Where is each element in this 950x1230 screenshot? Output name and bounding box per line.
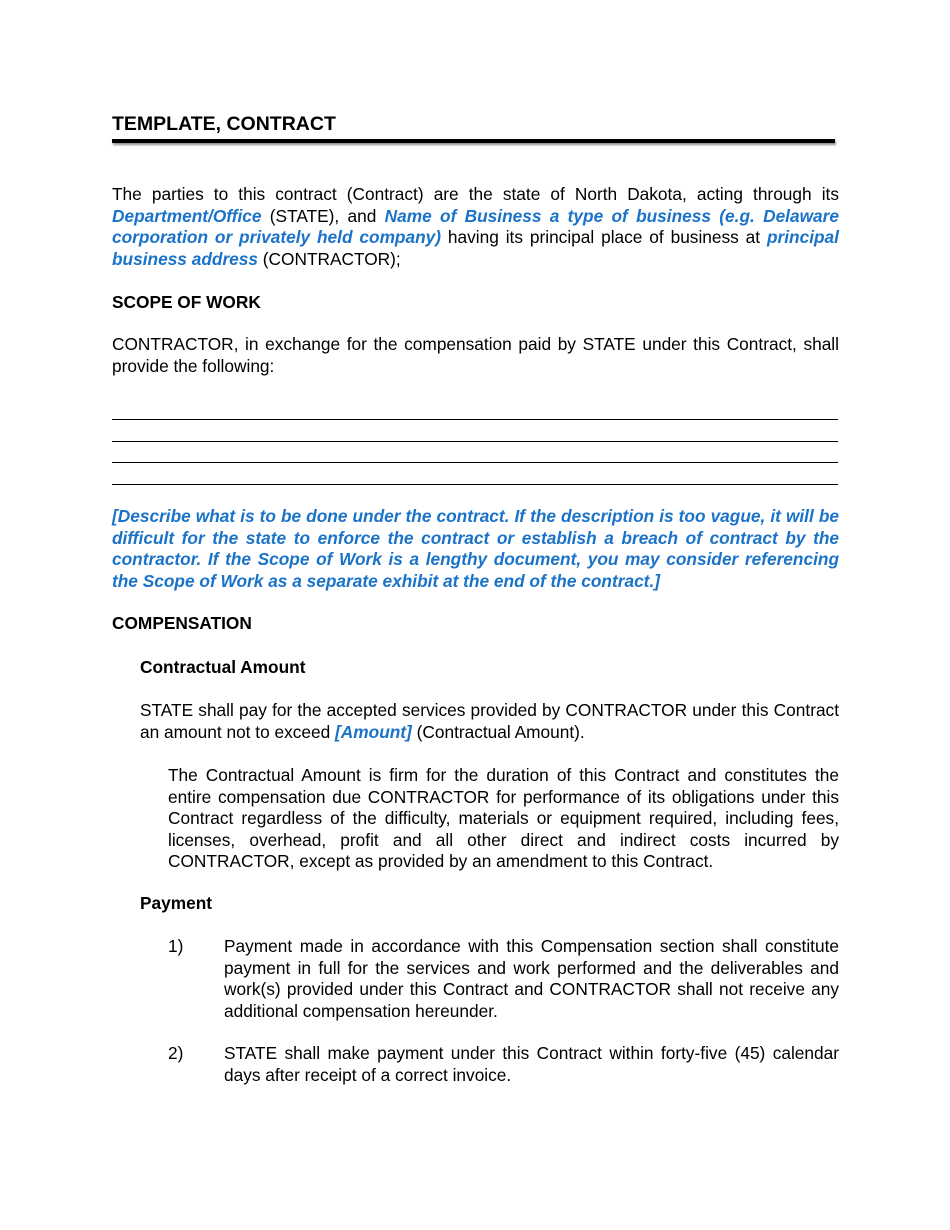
title-underline [112, 139, 835, 143]
address-placeholder: principal business address [112, 227, 839, 269]
parties-text-3: having its principal place of business at [441, 227, 767, 247]
parties-text-1: The parties to this contract (Contract) are the state of North Dakota, acting through its [112, 184, 839, 204]
firm-amount-paragraph: The Contractual Amount is firm for the duration of this Contract and constitutes the entire compensation due CONTRACTOR for performance of its obligations under this Contract regardless of the difficulty, materials or equipment required, including fees, licenses, overhead, profit and all other direct and indirect costs incurred by CONTRACTOR, except as provided by an amendment to this Contract. [168, 765, 839, 871]
payment-heading: Payment [140, 893, 213, 913]
parties-paragraph [112, 184, 839, 270]
scope-heading: SCOPE OF WORK [112, 292, 261, 312]
business-placeholder: Name of Business a type of business (e.g. Delaware corporation or privately held company) [112, 205, 839, 247]
scope-blank-line [112, 484, 838, 485]
department-placeholder: Department/Office [112, 205, 262, 226]
list-number: 2) [168, 1043, 184, 1063]
scope-blank-line [112, 441, 838, 442]
scope-blank-line [112, 462, 838, 463]
parties-text-2: (STATE), and [261, 205, 385, 226]
scope-intro: CONTRACTOR, in exchange for the compensation paid by STATE under this Contract, shall provide the following: [112, 334, 839, 376]
amount-placeholder: [Amount] [335, 721, 412, 742]
list-item-text: Payment made in accordance with this Compensation section shall constitute payment in full for the services and work performed and the deliverables and work(s) provided under this Contract and CONTRACTOR shall not receive any additional compensation hereunder. [224, 936, 839, 1021]
amount-text-1: STATE shall pay for the accepted services provided by CONTRACTOR under this Contract an amount not to exceed [140, 700, 839, 742]
amount-text-2: (Contractual Amount). [411, 721, 585, 742]
contractual-amount-heading: Contractual Amount [140, 657, 306, 677]
scope-blank-line [112, 419, 838, 420]
list-number: 1) [168, 936, 184, 956]
scope-instruction-note: [Describe what is to be done under the contract. If the description is too vague, it will be difficult for the state to enforce the contract or establish a breach of contract by the contractor. If the Scope of Work is a lengthy document, you may consider referencing the Scope of Work as a separate exhibit at the end of the contract.] [112, 506, 839, 591]
compensation-heading: COMPENSATION [112, 613, 252, 633]
parties-text-4: (CONTRACTOR); [258, 248, 401, 269]
list-item-text: STATE shall make payment under this Contract within forty-five (45) calendar days after receipt of a correct invoice. [224, 1043, 839, 1085]
document-title: TEMPLATE, CONTRACT [112, 113, 336, 135]
contractual-amount-paragraph [140, 700, 839, 743]
